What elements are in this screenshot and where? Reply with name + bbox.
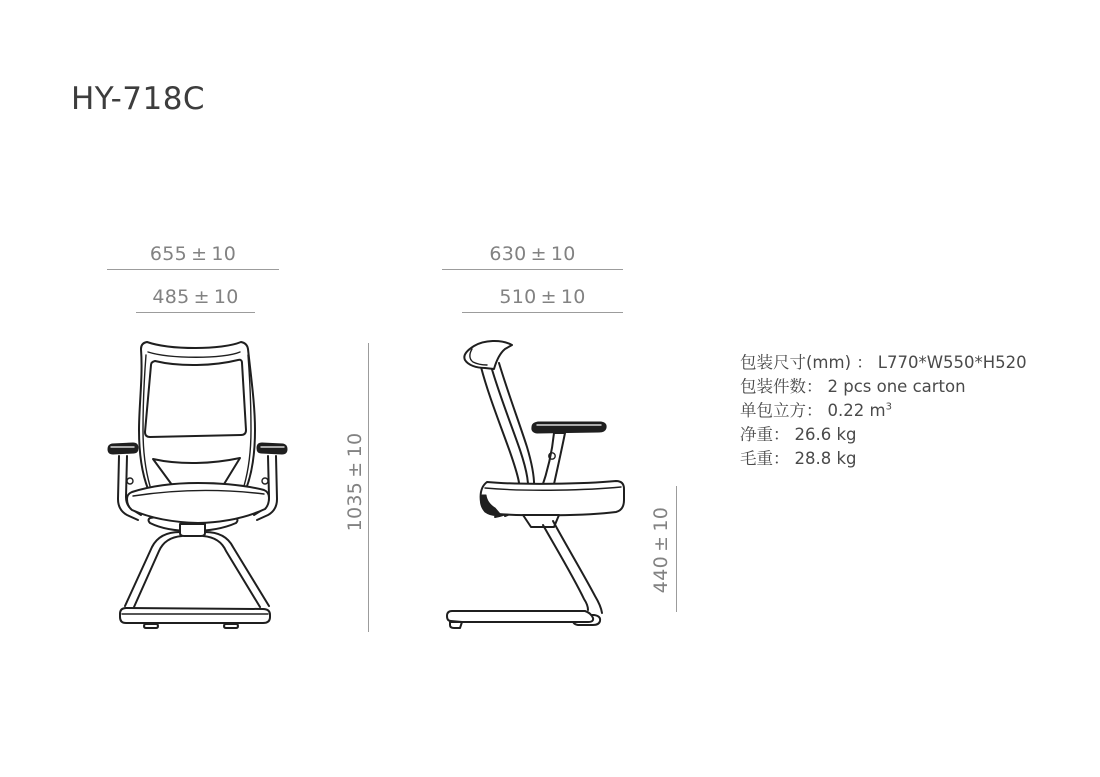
net-weight-value: 26.6 kg bbox=[794, 425, 857, 444]
packaging-carton-size-row bbox=[740, 351, 1027, 375]
dim-front-overall-width-label: 655 ± 10 bbox=[149, 243, 237, 265]
dim-front-seat-width-label: 485 ± 10 bbox=[152, 286, 239, 308]
front-seat bbox=[127, 483, 269, 523]
dim-front-overall-height-label: 1035 ± 10 bbox=[344, 432, 366, 532]
side-armrest-pad bbox=[532, 422, 606, 433]
side-cantilever-leg bbox=[447, 521, 602, 628]
dimension-line bbox=[462, 312, 623, 313]
gross-weight-value: 28.8 kg bbox=[794, 449, 857, 468]
model-number-title: HY-718C bbox=[71, 81, 206, 117]
packaging-carton-size-label: 包装尺寸(mm) ： bbox=[740, 353, 873, 372]
gross-weight-row bbox=[740, 447, 1027, 471]
side-seat bbox=[481, 481, 624, 527]
front-backrest bbox=[139, 342, 255, 494]
packaging-quantity-value: 2 pcs one carton bbox=[827, 377, 966, 396]
chair-side-view-drawing bbox=[435, 338, 635, 633]
packaging-quantity-row bbox=[740, 375, 1027, 399]
net-weight-label: 净重： bbox=[740, 425, 790, 444]
packaging-carton-size-value: L770*W550*H520 bbox=[877, 353, 1027, 372]
packaging-quantity-label: 包装件数： bbox=[740, 377, 823, 396]
net-weight-row bbox=[740, 423, 1027, 447]
packaging-info-block bbox=[740, 351, 1027, 471]
cubic-superscript: 3 bbox=[885, 401, 892, 413]
dim-side-seat-depth-label: 510 ± 10 bbox=[499, 286, 586, 308]
dimension-line bbox=[676, 486, 677, 612]
chair-front-view-drawing bbox=[100, 335, 300, 635]
dim-side-overall-depth-label: 630 ± 10 bbox=[489, 243, 576, 265]
dimension-line bbox=[442, 269, 623, 270]
dimension-line bbox=[136, 312, 255, 313]
front-sled-legs bbox=[120, 524, 270, 628]
gross-weight-label: 毛重： bbox=[740, 449, 790, 468]
dimension-line bbox=[368, 343, 369, 632]
packaging-volume-row bbox=[740, 399, 1027, 423]
dim-side-seat-height-label: 440 ± 10 bbox=[650, 506, 672, 594]
packaging-volume-value: 0.22 m bbox=[827, 401, 886, 420]
dimension-line bbox=[107, 269, 279, 270]
packaging-volume-label: 单包立方： bbox=[740, 401, 823, 420]
